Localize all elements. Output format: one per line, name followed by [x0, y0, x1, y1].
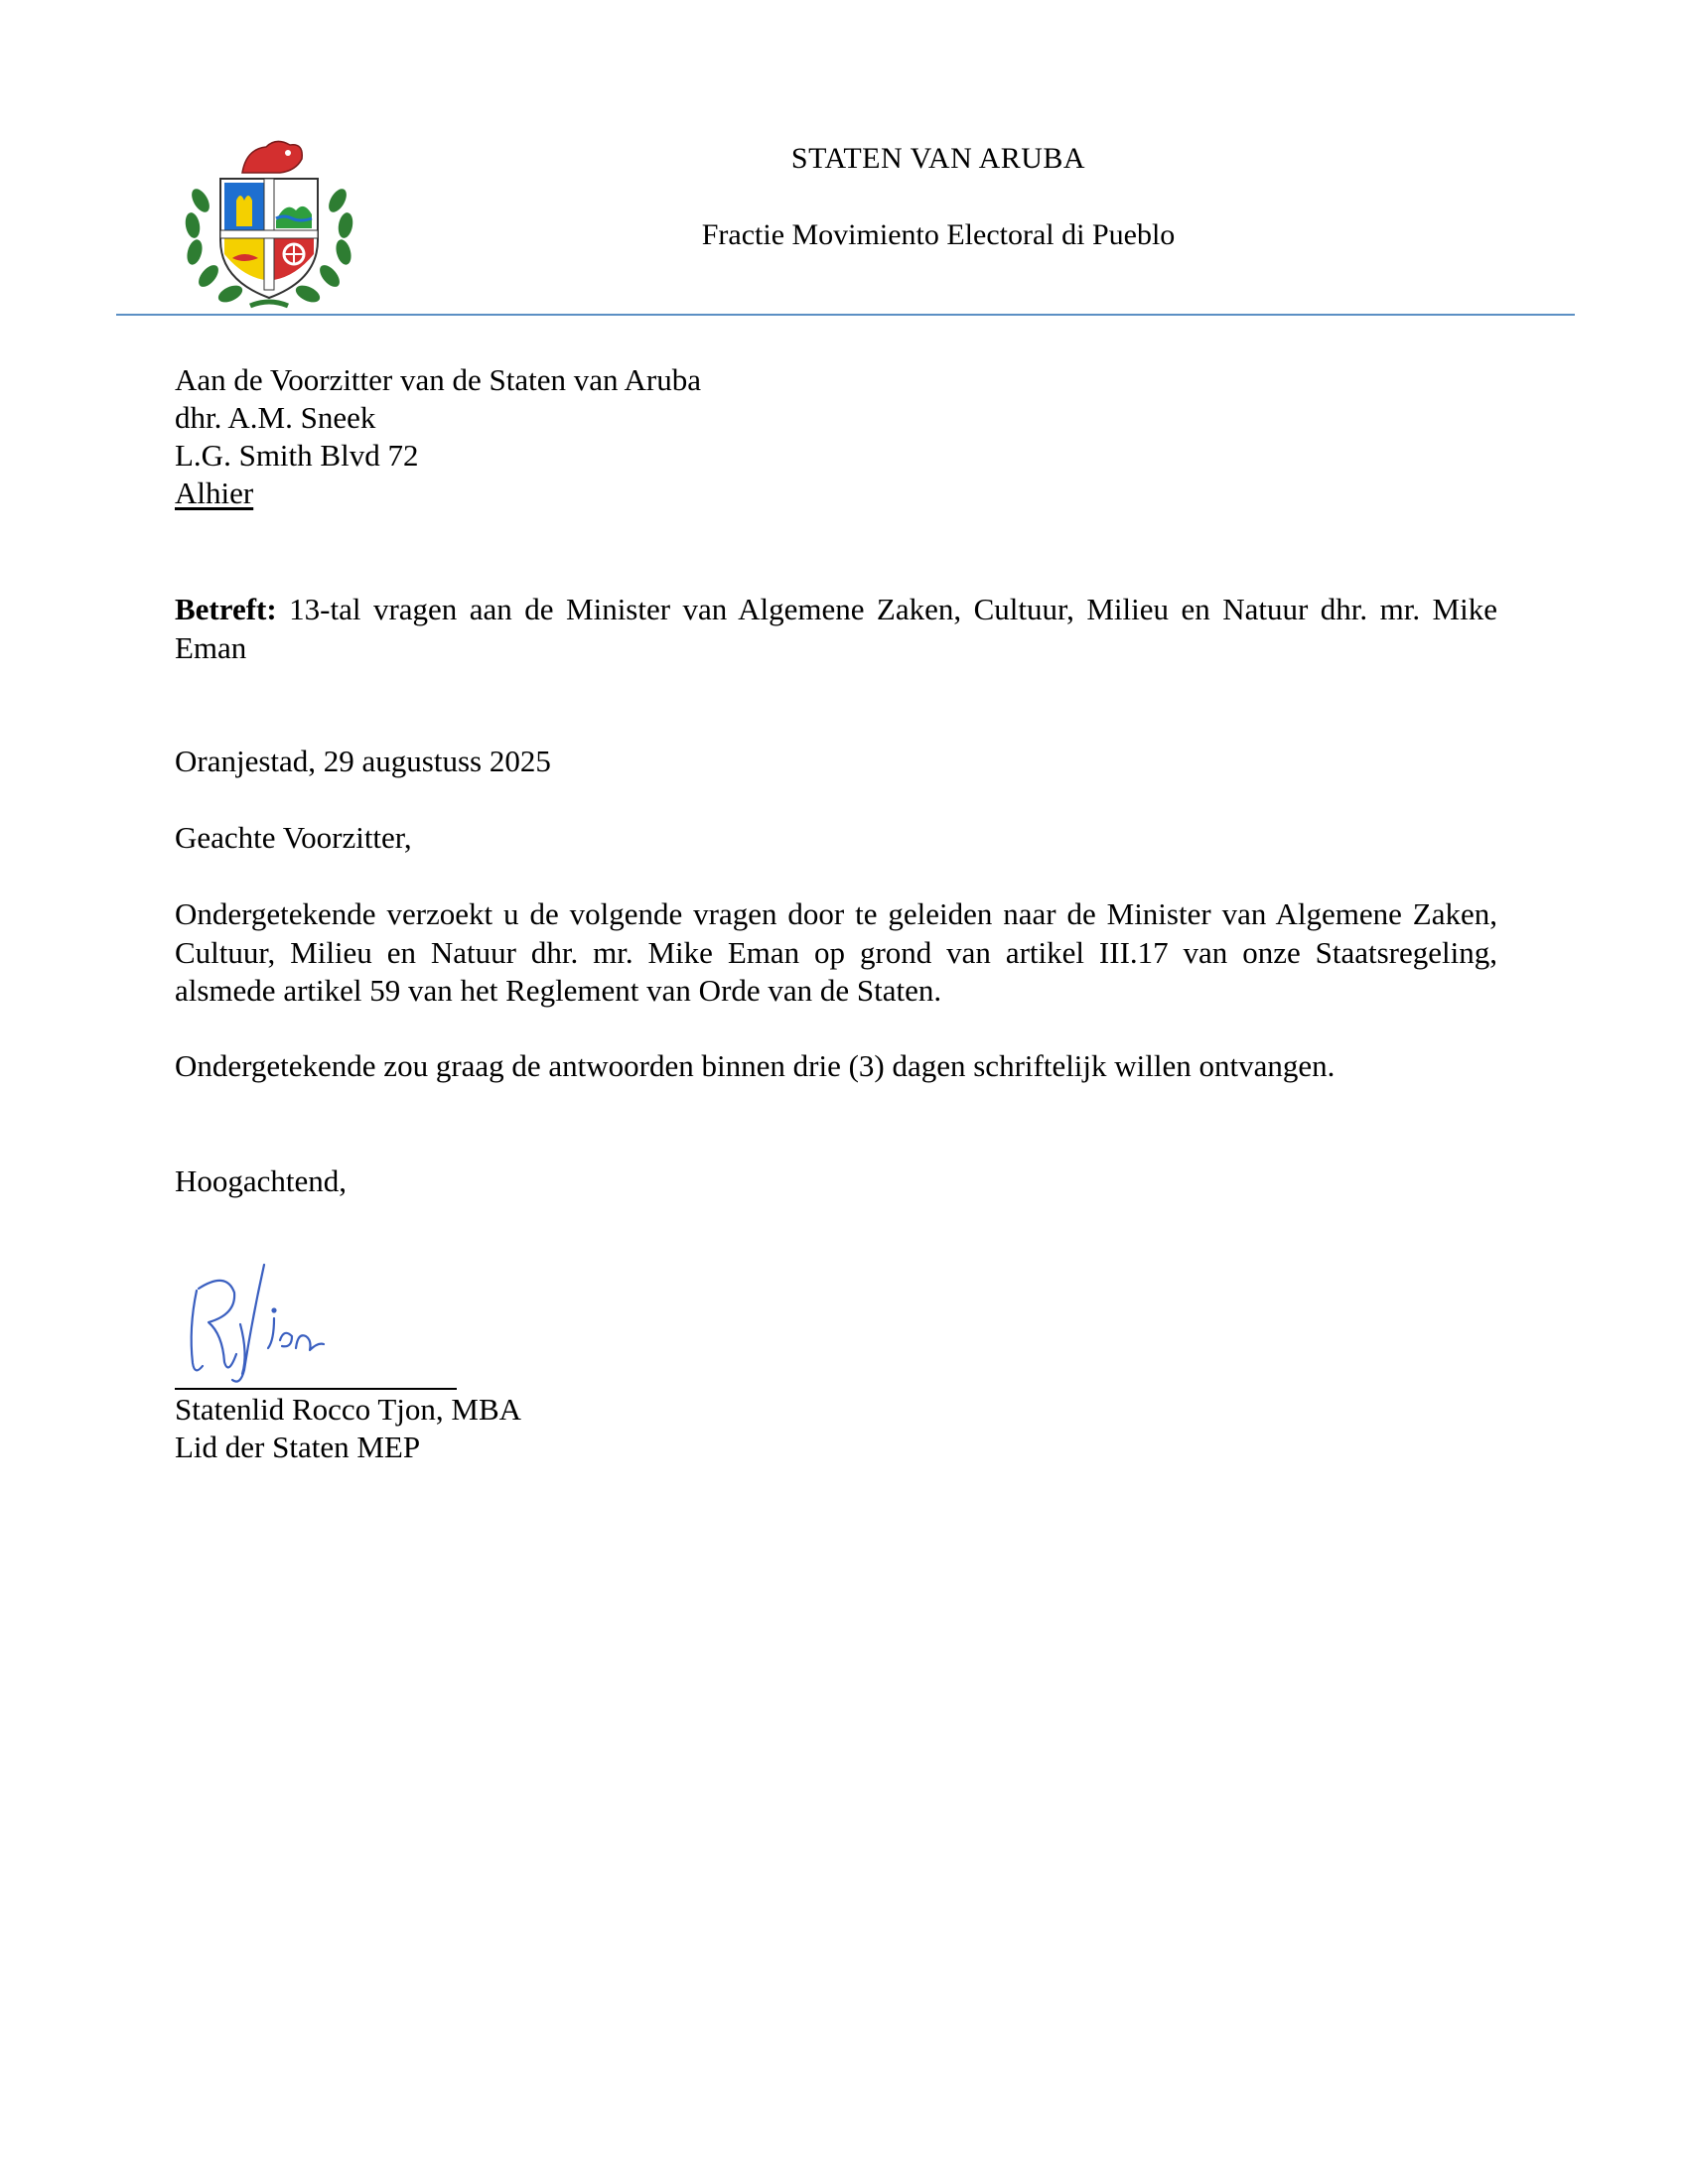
subject-text: 13-tal vragen aan de Minister van Algemene Zaken, Cultuur, Milieu en Natuur dhr. mr. Mike Eman: [175, 592, 1497, 665]
signatory-role: Lid der Staten MEP: [175, 1430, 421, 1464]
closing: Hoogachtend,: [175, 1163, 348, 1198]
place-date: Oranjestad, 29 augustuss 2025: [175, 744, 551, 778]
subject: [175, 591, 1497, 667]
addressee-line-3: L.G. Smith Blvd 72: [175, 438, 419, 473]
signature-icon: [179, 1259, 338, 1393]
letterhead-title: STATEN VAN ARUBA: [790, 142, 1086, 175]
coat-of-arms-icon: [181, 131, 357, 316]
signature-line: [175, 1388, 457, 1390]
addressee-line-4: Alhier: [175, 476, 254, 510]
body-paragraph-2: Ondergetekende zou graag de antwoorden binnen drie (3) dagen schriftelijk willen ontvangen.: [175, 1048, 1336, 1083]
signatory-name: Statenlid Rocco Tjon, MBA: [175, 1392, 522, 1427]
salutation: Geachte Voorzitter,: [175, 820, 412, 855]
subject-label: Betreft:: [175, 592, 277, 626]
addressee-line-2: dhr. A.M. Sneek: [175, 400, 376, 435]
addressee-line-1: Aan de Voorzitter van de Staten van Aruba: [175, 362, 702, 397]
body-paragraph-1: Ondergetekende verzoekt u de volgende vragen door te geleiden naar de Minister van Algemene Zaken, Cultuur, Milieu en Natuur dhr. mr. Mike Eman op grond van artikel III.17 van onze Staatsregeling, alsmede artikel 59 van het Reglement van Orde van de Staten.: [175, 896, 1497, 1008]
header-divider: [116, 314, 1575, 316]
letterhead-subtitle: Fractie Movimiento Electoral di Pueblo: [701, 218, 1176, 251]
